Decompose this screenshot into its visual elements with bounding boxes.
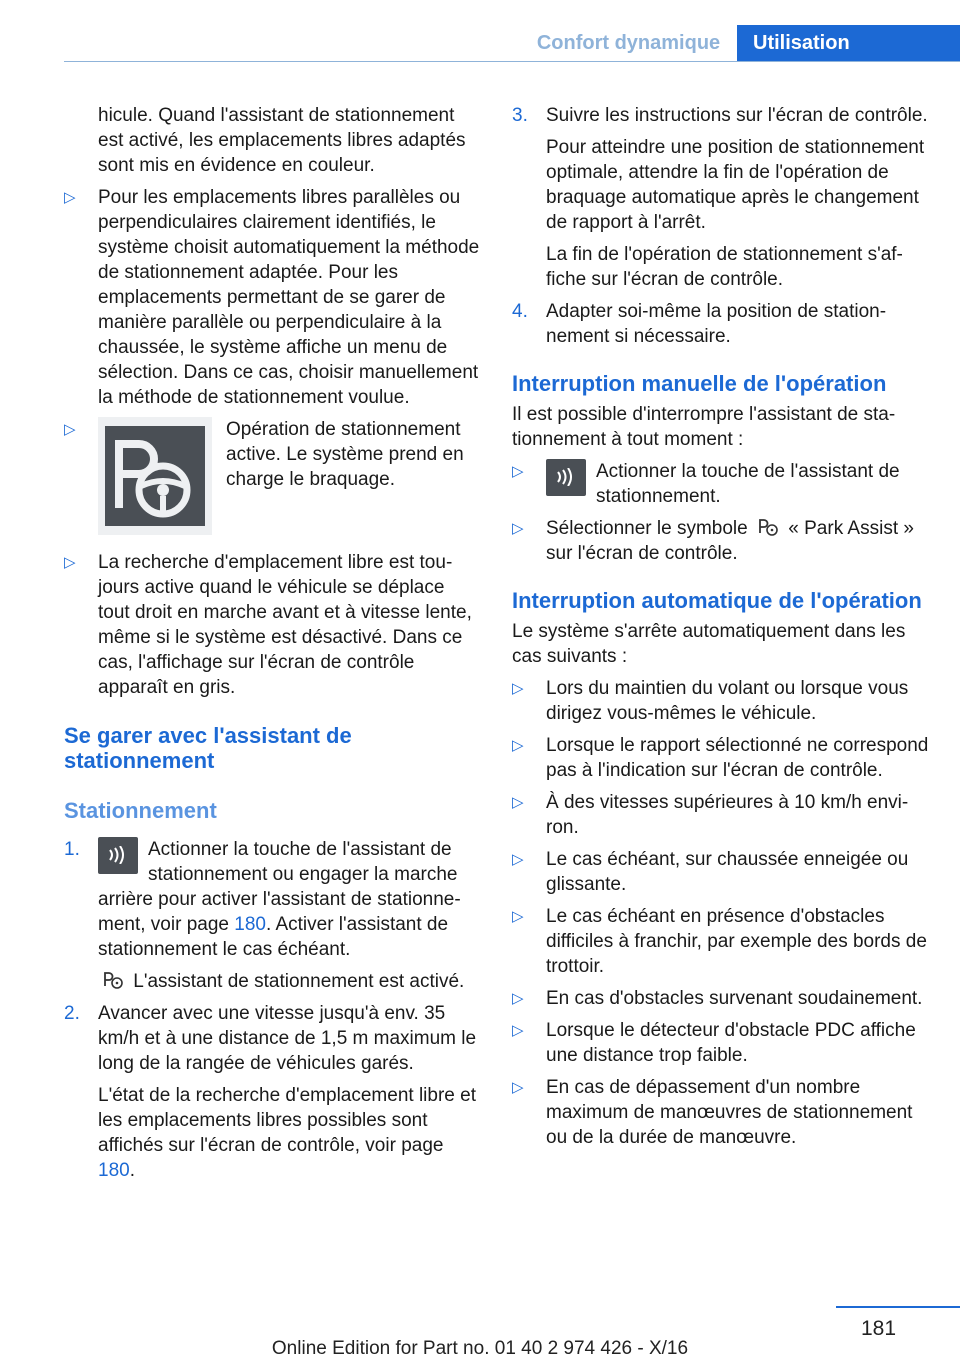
bullet-marker: ▷ — [512, 851, 524, 868]
step-sub-paragraph: Pour atteindre une position de stationnement optimale, attendre la fin de l'opération de braquage automatique après le changement de rapport à l'arrêt. — [546, 137, 925, 233]
park-assist-button-icon — [546, 459, 586, 496]
park-assist-active-icon — [102, 970, 124, 990]
list-item — [512, 986, 930, 1011]
right-column — [512, 103, 930, 1157]
list-item — [512, 1018, 930, 1068]
step-text: Suivre les instructions sur l'écran de contrôle. — [546, 105, 928, 126]
list-item — [512, 676, 930, 726]
bullet-text: Pour les emplacements libres parallèles ou perpendiculaires clairement identifiés, le système choisit automatiquement la méthode de stationnement adaptée. Pour les emplacements permettant de se garer de manière parallèle ou perpendiculaire à la chaussée, le système affiche un menu de sélection. Dans ce cas, choisir manuellement la méthode de stationnement voulue. — [98, 187, 480, 408]
bullet-text: Le cas échéant, sur chaussée enneigée ou glissante. — [546, 849, 909, 895]
bullet-text: En cas de dépassement d'un nombre maximum de manœuvres de stationnement ou de la durée de manœuvre. — [546, 1077, 913, 1148]
park-assist-symbol-icon — [757, 517, 779, 537]
bullet-text-after: « Park Assist » sur l'écran de contrôle. — [546, 518, 914, 564]
page-link[interactable]: 180 — [234, 914, 266, 935]
step-text-after: . Activer l'assistant de stationnement le cas échéant. — [98, 914, 449, 960]
list-item — [64, 417, 480, 543]
step-sub-paragraph — [98, 1083, 480, 1183]
intro-paragraph: hicule. Quand l'assistant de stationnement est activé, les emplacements libres adaptés sont mis en évidence en couleur. — [98, 105, 466, 176]
step-1 — [64, 837, 480, 994]
header-section-label: Confort dynamique — [536, 32, 721, 54]
bullet-text: Opération de stationnement active. Le système prend en charge le braquage. — [226, 419, 464, 490]
bullet-marker: ▷ — [512, 794, 524, 811]
park-steering-icon — [98, 417, 212, 535]
step-text: Actionner la touche de l'assistant de stationnement ou engager la marche arrière pour activer l'assistant de stationnement, voir page — [98, 839, 461, 935]
bullet-marker: ▷ — [512, 737, 524, 754]
header-chapter-tab: Utilisation — [737, 25, 960, 62]
step-number: 1. — [64, 839, 80, 860]
step-sub-paragraph — [98, 969, 480, 994]
section-heading: Interruption automatique de l'opération — [512, 588, 922, 613]
bullet-marker: ▷ — [512, 1079, 524, 1096]
bullet-text: Lorsque le rapport sélectionné ne correspond pas à l'indication sur l'écran de contrôle. — [546, 735, 929, 781]
bullet-marker: ▷ — [512, 520, 524, 537]
bullet-marker: ▷ — [64, 189, 76, 206]
bullet-text: Lorsque le détecteur d'obstacle PDC affiche une distance trop faible. — [546, 1020, 916, 1066]
list-item — [512, 847, 930, 897]
list-item — [64, 185, 480, 410]
bullet-marker: ▷ — [64, 421, 76, 438]
bullet-marker: ▷ — [512, 908, 524, 925]
section-heading: Se garer avec l'assistant de stationnement — [64, 723, 352, 773]
step-sub-after: . — [129, 1160, 135, 1181]
step-number: 4. — [512, 301, 528, 322]
step-number: 2. — [64, 1003, 80, 1024]
subsection-heading: Stationnement — [64, 798, 217, 823]
bullet-marker: ▷ — [64, 554, 76, 571]
bullet-text: À des vitesses supérieures à 10 km/h environ. — [546, 792, 909, 838]
bullet-text: Lors du maintien du volant ou lorsque vous dirigez vous-mêmes le véhicule. — [546, 678, 909, 724]
bullet-text: En cas d'obstacles survenant soudainement. — [546, 988, 923, 1009]
list-item — [512, 790, 930, 840]
step-4 — [512, 299, 930, 349]
footer-rule — [836, 1306, 960, 1308]
bullet-text: Actionner la touche de l'assistant de stationnement. — [596, 461, 900, 507]
bullet-text: La recherche d'emplacement libre est toujours active quand le véhicule se déplace tout droit en marche avant et à vitesse lente, même si le système est désactivé. Dans ce cas, l'affichage sur l'écran de contrôle apparaît en gris. — [98, 552, 472, 698]
step-sub-text: L'assistant de stationnement est activé. — [133, 971, 465, 992]
park-assist-button-icon — [98, 837, 138, 874]
list-item — [512, 1075, 930, 1150]
left-column — [64, 103, 480, 1190]
step-sub-text: L'état de la recherche d'emplacement libre et les emplacements libres possibles sont affichés sur l'écran de contrôle, voir page — [98, 1085, 476, 1156]
step-text: Avancer avec une vitesse jusqu'à env. 35 km/h et à une distance de 1,5 m maximum le long de la rangée de véhicules garés. — [98, 1003, 477, 1074]
bullet-text: Le cas échéant en présence d'obstacles difficiles à franchir, par exemple des bords de trottoir. — [546, 906, 927, 977]
list-item — [512, 733, 930, 783]
step-number: 3. — [512, 105, 528, 126]
bullet-marker: ▷ — [512, 990, 524, 1007]
page-number: 181 — [861, 1317, 897, 1340]
header-rule — [64, 61, 960, 62]
section-intro: Le système s'arrête automatiquement dans les cas suivants : — [512, 621, 906, 667]
list-item — [512, 904, 930, 979]
footer-edition: Online Edition for Part no. 01 40 2 974 426 - X/16 — [271, 1338, 689, 1359]
bullet-marker: ▷ — [512, 680, 524, 697]
section-heading: Interruption manuelle de l'opération — [512, 371, 887, 396]
step-text: Adapter soi-même la position de stationnement si nécessaire. — [546, 301, 887, 347]
section-intro: Il est possible d'interrompre l'assistant de stationnement à tout moment : — [512, 404, 896, 450]
list-item — [512, 459, 930, 509]
bullet-marker: ▷ — [512, 1022, 524, 1039]
step-2 — [64, 1001, 480, 1183]
auto-interruption-list — [512, 676, 930, 1150]
bullet-text: Sélectionner le symbole — [546, 518, 748, 539]
page-link[interactable]: 180 — [98, 1160, 130, 1181]
step-sub-paragraph: La fin de l'opération de stationnement s'affiche sur l'écran de contrôle. — [546, 244, 903, 290]
list-item — [512, 516, 930, 566]
step-3 — [512, 103, 930, 292]
list-item — [64, 550, 480, 700]
bullet-marker: ▷ — [512, 463, 524, 480]
